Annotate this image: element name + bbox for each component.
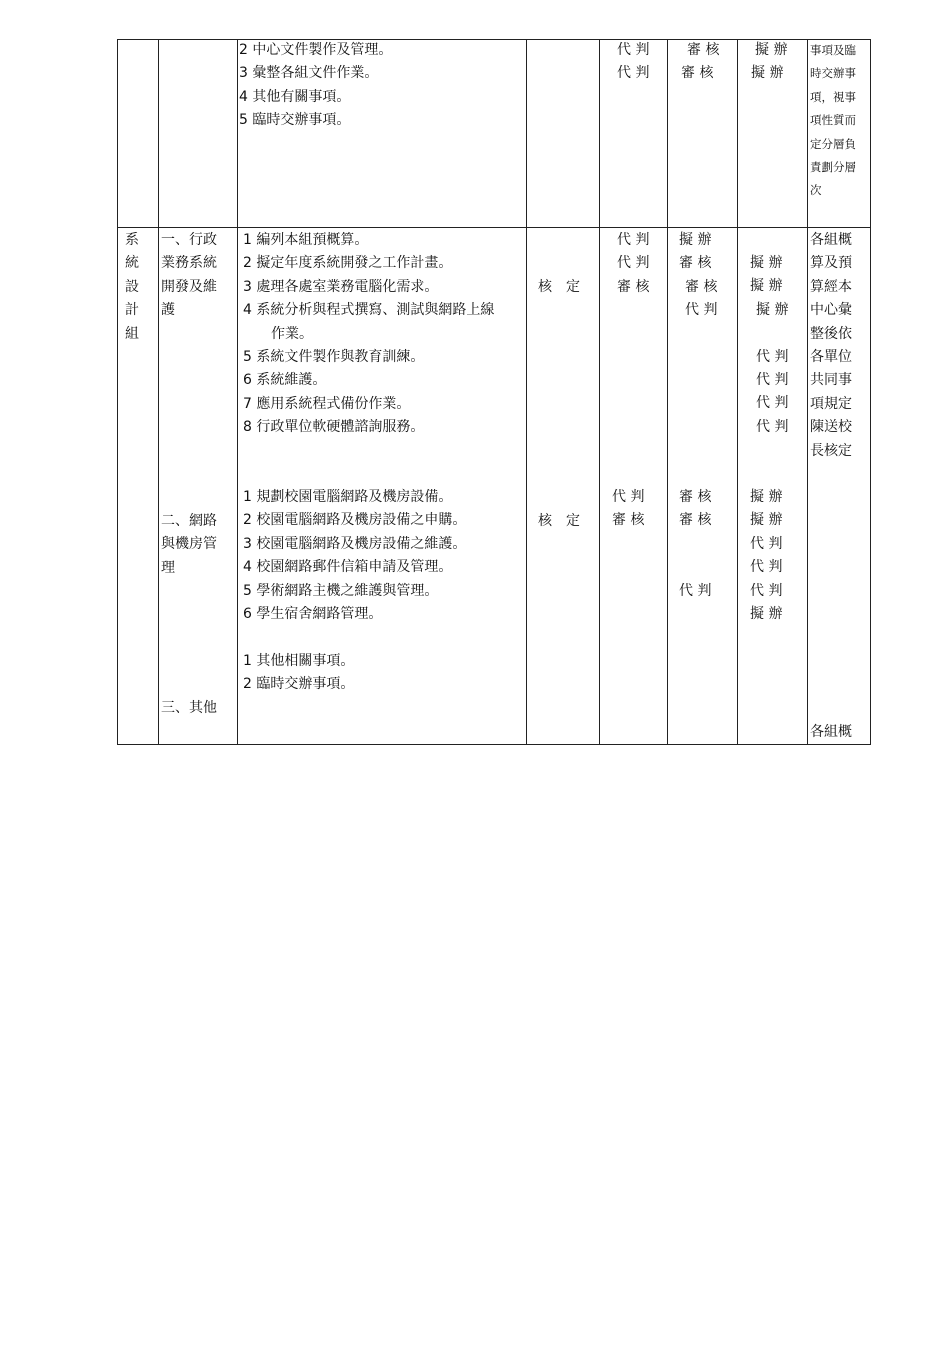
remark-line: 項，視事 (810, 89, 856, 104)
item-label-line: 理 (161, 559, 175, 576)
authority-cell: 代 判 (612, 489, 645, 505)
authority-cell: 代 判 (750, 582, 783, 599)
remark-line: 中心彙 (810, 302, 852, 319)
item1-col5 (679, 229, 717, 323)
group-name-char: 計 (125, 302, 139, 319)
authority-cell: 擬 辦 (751, 65, 784, 82)
item2-col4 (612, 486, 644, 533)
authority-cell: 代 判 (756, 418, 789, 435)
group-name-char: 統 (125, 255, 139, 272)
authority-cell: 代 判 (685, 302, 718, 319)
item-label-line: 二、網路 (161, 513, 217, 529)
item2-approval: 核 定 (538, 513, 580, 529)
item1-col6 (750, 252, 788, 439)
table-border-bottom (117, 744, 871, 745)
item2-duties (243, 486, 466, 626)
continuation-col6 (751, 39, 787, 86)
duty-item: 6 學生宿舍網路管理。 (243, 606, 383, 623)
authority-cell: 代 判 (750, 559, 783, 576)
item2-label (161, 510, 217, 580)
authority-cell: 代 判 (679, 582, 712, 599)
duty-item: 3 校園電腦網路及機房設備之維護。 (243, 535, 467, 552)
duty-item: 8 行政單位軟硬體諮詢服務。 (243, 419, 425, 436)
column-divider (807, 39, 808, 745)
authority-cell: 審 核 (612, 512, 645, 529)
remark-line: 定分層負 (810, 136, 856, 151)
duty-item: 5 學術網路主機之維護與管理。 (243, 582, 439, 599)
authority-cell: 擬 辦 (756, 301, 789, 318)
column-divider (158, 39, 159, 745)
item1-label (161, 229, 217, 323)
duty-item: 4 校園網路郵件信箱申請及管理。 (243, 559, 453, 576)
group-name-char: 設 (125, 278, 139, 295)
remark-line: 算及預 (810, 255, 852, 272)
remark-line: 算經本 (810, 278, 852, 295)
column-divider (526, 39, 527, 745)
authority-cell: 審 核 (617, 278, 650, 295)
column-divider (737, 39, 738, 745)
continuation-remark (810, 39, 856, 203)
authority-cell: 代 判 (756, 372, 789, 389)
duty-item: 4 其他有關事項。 (239, 88, 351, 105)
group-name-char: 系 (125, 232, 139, 248)
item3-label: 三、其他 (161, 700, 217, 716)
duty-item: 4 系統分析與程式撰寫、測試與網路上線 (243, 302, 495, 319)
authority-cell: 審 核 (679, 512, 712, 529)
remark-line: 事項及臨 (810, 43, 856, 57)
authority-cell: 審 核 (687, 42, 720, 58)
duty-item: 7 應用系統程式備份作業。 (243, 395, 411, 412)
duty-item: 5 系統文件製作與教育訓練。 (243, 349, 425, 366)
remark-line: 責劃分層 (810, 160, 856, 175)
authority-cell: 審 核 (679, 255, 712, 272)
duty-item: 3 處理各處室業務電腦化需求。 (243, 278, 439, 295)
duty-item: 作業。 (271, 325, 313, 342)
item-label-line: 業務系統 (161, 255, 217, 272)
remark-line: 陳送校 (810, 419, 852, 436)
authority-cell: 代 判 (756, 348, 789, 365)
duty-item: 1 編列本組預概算。 (243, 232, 369, 248)
item1-remark (810, 229, 852, 463)
item3-remark: 各組概 (810, 724, 852, 740)
item-label-line: 護 (161, 302, 175, 319)
authority-cell: 代 判 (617, 232, 650, 248)
responsibility-table (117, 39, 871, 745)
remark-line: 項規定 (810, 395, 852, 412)
item1-col4 (617, 229, 649, 299)
continuation-col5 (681, 39, 719, 86)
authority-cell: 擬 辦 (755, 42, 788, 58)
item-label-line: 與機房管 (161, 536, 217, 553)
remark-line: 各組概 (810, 232, 852, 248)
item1-duties (243, 229, 494, 440)
remark-line: 各單位 (810, 349, 852, 366)
duty-item: 2 中心文件製作及管理。 (239, 42, 393, 58)
duty-item: 1 其他相關事項。 (243, 653, 355, 669)
authority-cell: 審 核 (679, 489, 712, 505)
group-name (125, 229, 139, 346)
continuation-duties (239, 39, 392, 133)
column-divider (599, 39, 600, 745)
remark-line: 項性質而 (810, 113, 856, 128)
authority-cell: 擬 辦 (750, 606, 783, 623)
table-border-left (117, 39, 118, 745)
item3-duties (243, 650, 354, 697)
item2-col5 (679, 486, 711, 603)
authority-cell: 代 判 (617, 42, 650, 58)
table-border-right (870, 39, 871, 745)
group-name-char: 組 (125, 325, 139, 342)
authority-cell: 代 判 (756, 395, 789, 412)
authority-cell: 擬 辦 (750, 489, 783, 505)
duty-item: 2 擬定年度系統開發之工作計畫。 (243, 255, 453, 272)
duty-item: 5 臨時交辦事項。 (239, 112, 351, 129)
item-label-line: 開發及維 (161, 278, 217, 295)
authority-cell: 審 核 (681, 65, 714, 82)
duty-item: 1 規劃校園電腦網路及機房設備。 (243, 489, 453, 505)
authority-cell: 代 判 (617, 255, 650, 272)
item-label-line: 一、行政 (161, 232, 217, 248)
authority-cell: 擬 辦 (679, 232, 712, 248)
row-divider (117, 227, 871, 228)
authority-cell: 代 判 (750, 535, 783, 552)
remark-line: 長核定 (810, 442, 852, 459)
duty-item: 3 彙整各組文件作業。 (239, 65, 379, 82)
item2-col6 (750, 486, 782, 626)
remark-line: 共同事 (810, 372, 852, 389)
column-divider (237, 39, 238, 745)
duty-item: 2 校園電腦網路及機房設備之申購。 (243, 512, 467, 529)
remark-line: 次 (810, 183, 822, 198)
authority-cell: 擬 辦 (750, 255, 783, 271)
column-divider (667, 39, 668, 745)
authority-cell: 代 判 (617, 65, 650, 82)
duty-item: 2 臨時交辦事項。 (243, 676, 355, 693)
authority-cell: 審 核 (685, 278, 718, 295)
remark-line: 整後依 (810, 325, 852, 342)
continuation-col4 (617, 39, 649, 86)
duty-item: 6 系統維護。 (243, 372, 327, 389)
item1-approval: 核 定 (538, 279, 580, 295)
authority-cell: 擬 辦 (750, 278, 783, 295)
remark-line: 時交辦事 (810, 66, 856, 81)
authority-cell: 擬 辦 (750, 512, 783, 529)
